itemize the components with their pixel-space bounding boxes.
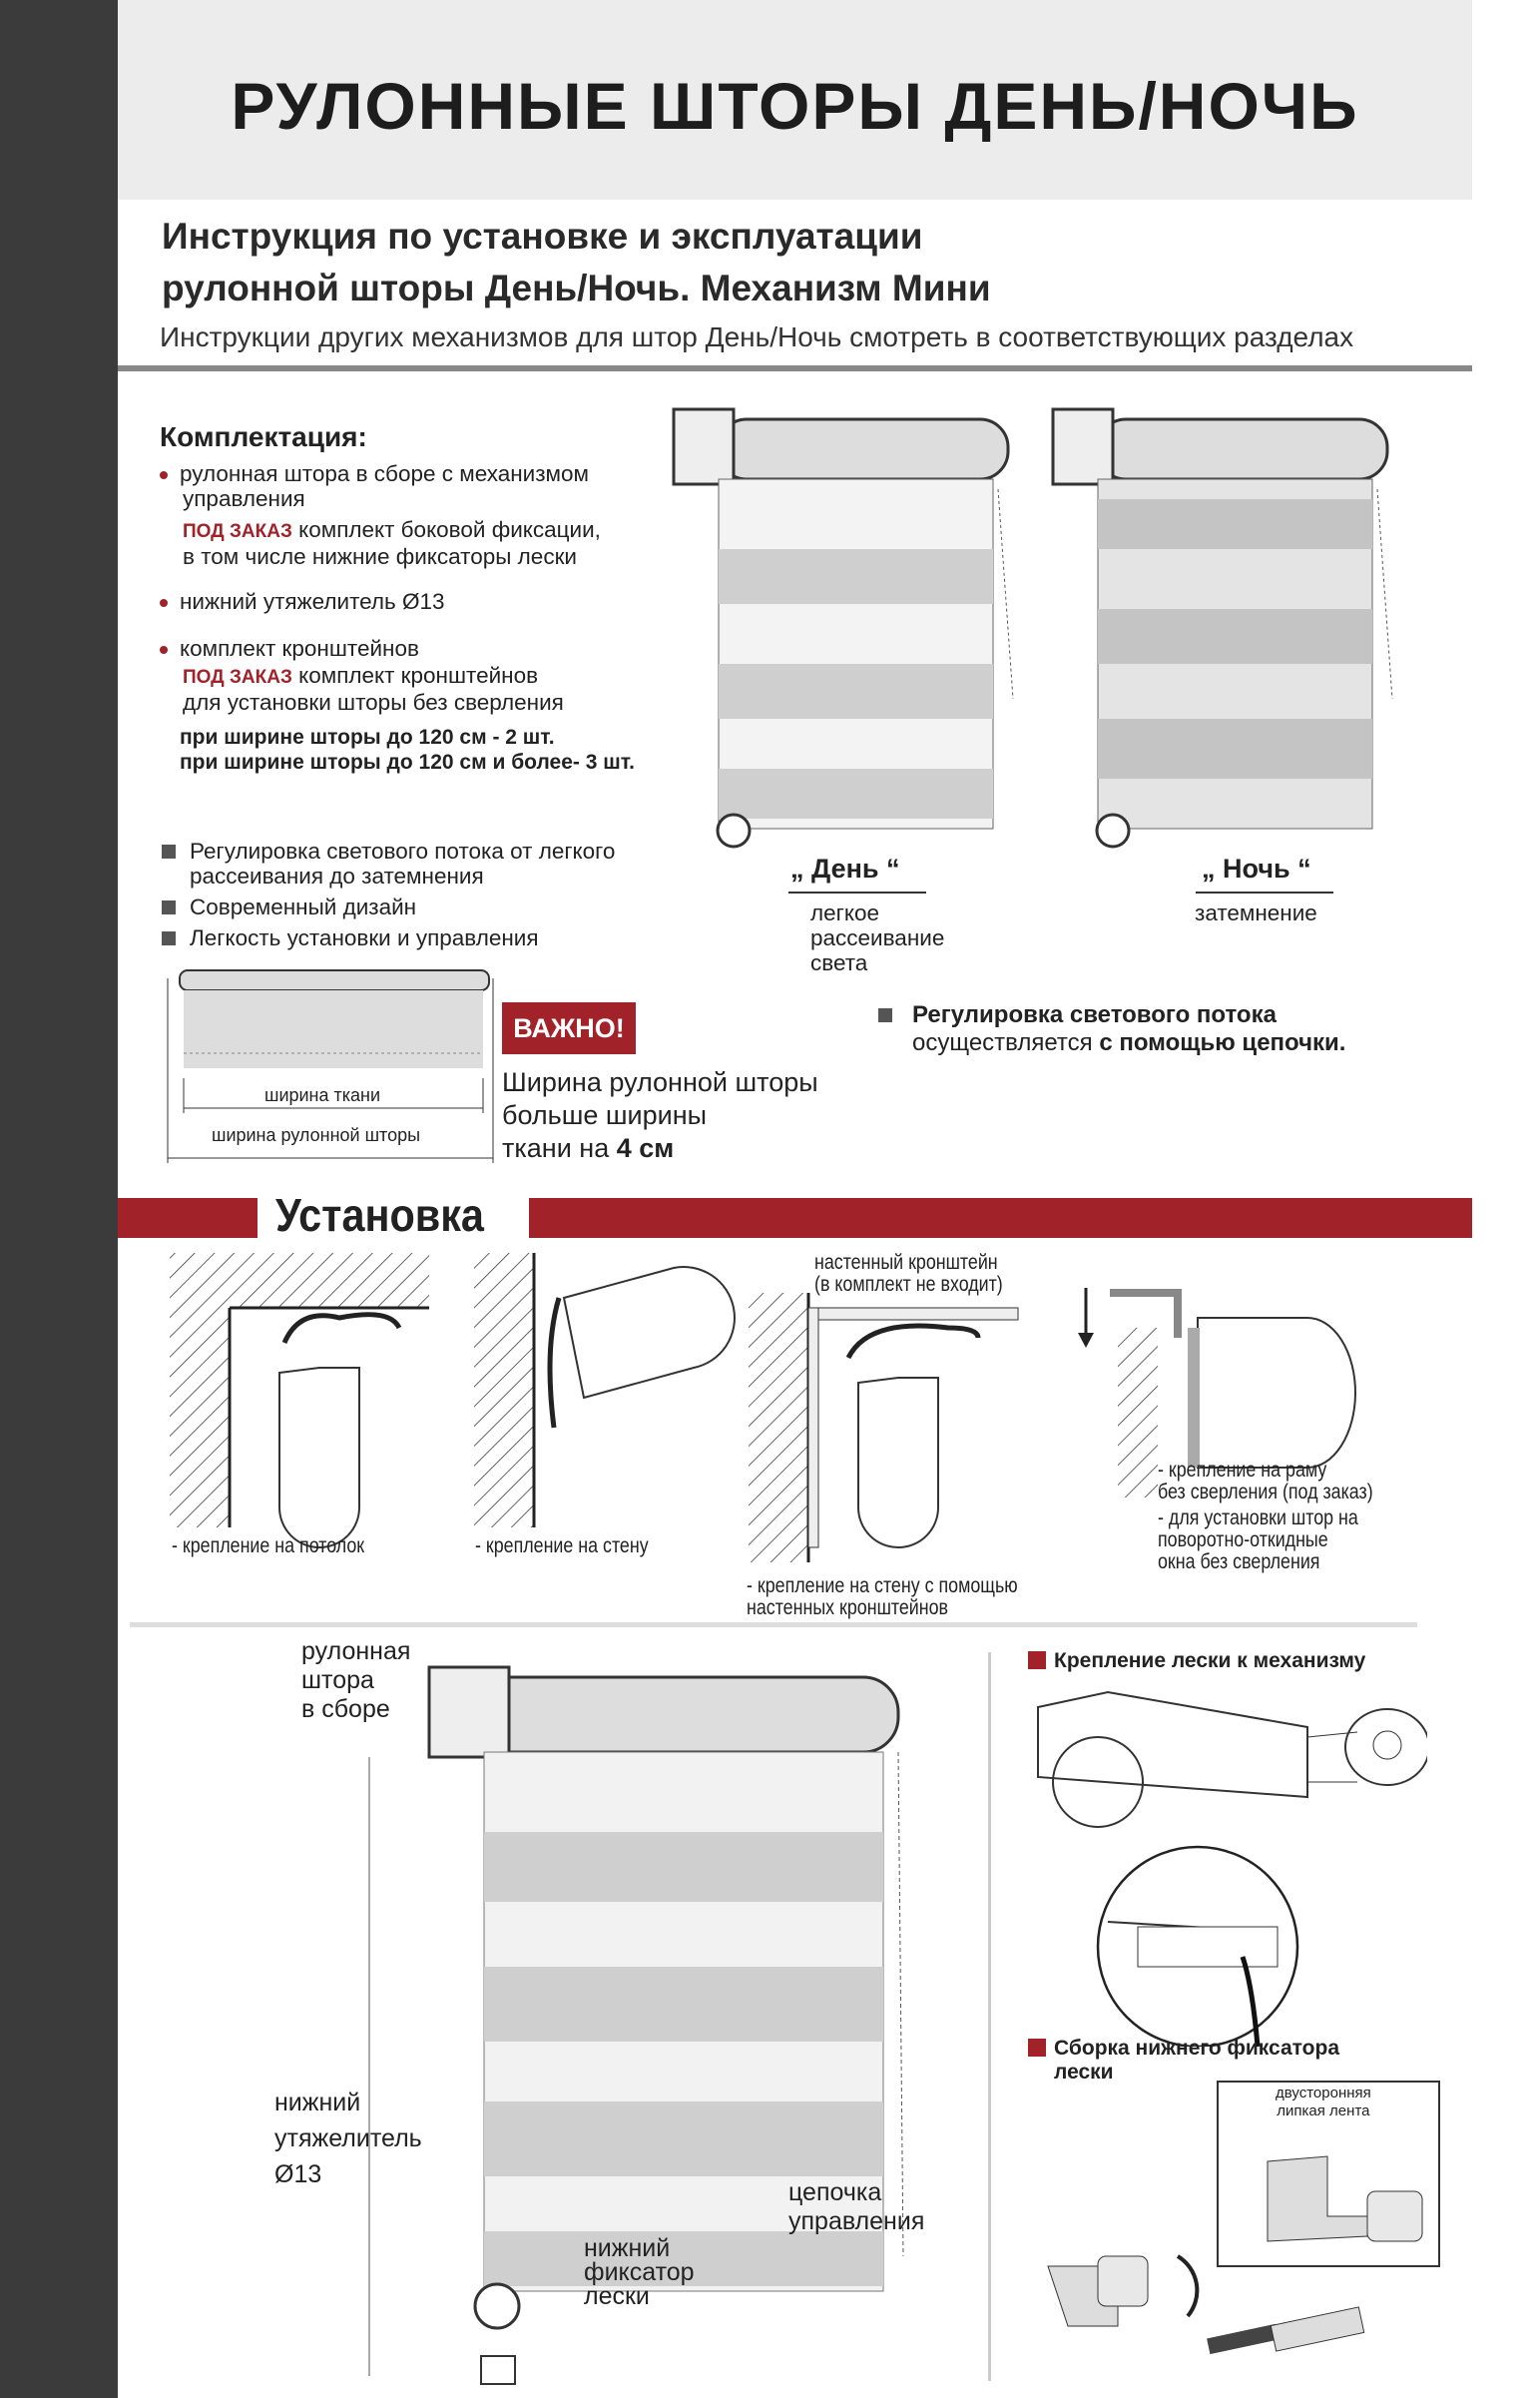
divider bbox=[118, 365, 1472, 371]
subtitle-line1: Инструкция по установке и эксплуатации bbox=[162, 216, 923, 257]
feature: Регулировка светового потока от легкого bbox=[190, 839, 616, 864]
kit-order-item: комплект кронштейнов bbox=[298, 663, 539, 688]
tape-label: двусторонняя липкая лента bbox=[1276, 2085, 1371, 2119]
wall-mount-diagram bbox=[474, 1253, 735, 1527]
red-square-icon bbox=[1028, 2039, 1046, 2057]
night-mode-desc: затемнение bbox=[1195, 900, 1317, 925]
square-bullet-icon bbox=[878, 1008, 892, 1022]
kit-heading: Комплектация: bbox=[160, 421, 367, 452]
underline bbox=[1196, 892, 1333, 894]
blind-width-label: ширина рулонной шторы bbox=[212, 1125, 421, 1145]
wall-mount-caption: - крепление на стену bbox=[475, 1534, 649, 1557]
divider bbox=[130, 1622, 1417, 1627]
bullet-icon bbox=[160, 471, 168, 479]
fabric-width-label: ширина ткани bbox=[264, 1085, 381, 1105]
day-mode-title: „ День “ bbox=[790, 854, 900, 884]
wall-bracket-mount-diagram bbox=[749, 1293, 1018, 1562]
red-square-icon bbox=[1028, 1651, 1046, 1669]
subtitle-line2: рулонной шторы День/Ночь. Механизм Мини bbox=[162, 268, 991, 308]
blind-day-illustration bbox=[674, 409, 1013, 847]
left-sidebar-bar bbox=[0, 0, 118, 2398]
blind-illustrations-day-night bbox=[669, 399, 1447, 859]
bullet-icon bbox=[160, 599, 168, 607]
square-bullet-icon bbox=[162, 900, 176, 914]
kit-order-item-cont: для установки шторы без сверления bbox=[183, 690, 564, 715]
qty-note: при ширине шторы до 120 см - 2 шт. bbox=[180, 726, 555, 749]
day-mode-desc: легкое рассеивание света bbox=[810, 900, 945, 975]
night-mode-title: „ Ночь “ bbox=[1202, 854, 1311, 884]
kit-item: нижний утяжелитель Ø13 bbox=[180, 589, 445, 614]
divider-vertical bbox=[988, 1652, 991, 2381]
bottom-weight-label: нижний утяжелитель Ø13 bbox=[274, 2089, 422, 2188]
fixer-assembly-diagram bbox=[1028, 2077, 1447, 2396]
bottom-fixer-label: нижний фиксатор лески bbox=[584, 2234, 695, 2310]
kit-order-item: комплект боковой фиксации, bbox=[298, 517, 601, 542]
features-list bbox=[162, 839, 615, 950]
line-mount-diagram bbox=[1028, 1687, 1427, 2047]
kit-section bbox=[160, 421, 635, 775]
chain-label: цепочка управления bbox=[788, 2178, 925, 2235]
feature: Легкость установки и управления bbox=[190, 925, 539, 950]
kit-item: комплект кронштейнов bbox=[180, 636, 419, 661]
page-title: РУЛОННЫЕ ШТОРЫ ДЕНЬ/НОЧЬ bbox=[231, 69, 1359, 143]
important-note: Ширина рулонной шторы больше ширины ткани на 4 см bbox=[502, 1067, 818, 1163]
order-badge: ПОД ЗАКАЗ bbox=[183, 667, 292, 688]
ceiling-mount-diagram bbox=[170, 1253, 429, 1547]
square-bullet-icon bbox=[162, 845, 176, 859]
line-mount-heading: Крепление лески к механизму bbox=[1028, 1649, 1365, 1673]
order-badge: ПОД ЗАКАЗ bbox=[183, 521, 292, 542]
install-heading: Установка bbox=[275, 1189, 484, 1241]
kit-order-item-cont: в том числе нижние фиксаторы лески bbox=[183, 544, 577, 569]
frame-mount-caption: - крепление на раму без сверления (под заказ) - для установки штор на поворотно-откидные окна без сверления bbox=[1158, 1459, 1373, 1573]
fixer-assembly-heading: Сборка нижнего фиксатора лески bbox=[1028, 2037, 1339, 2085]
blind-night-illustration bbox=[1053, 409, 1392, 847]
important-badge: ВАЖНО! bbox=[502, 1002, 636, 1054]
feature-cont: рассеивания до затемнения bbox=[190, 864, 484, 889]
kit-item: рулонная штора в сборе с механизмом bbox=[180, 461, 589, 486]
bullet-icon bbox=[160, 646, 168, 654]
regulation-note: Регулировка светового потока осуществляется с помощью цепочки. bbox=[878, 1001, 1345, 1057]
kit-item-cont: управления bbox=[183, 486, 305, 511]
subtitle-note: Инструкции других механизмов для штор День/Ночь смотреть в соответствующих разделах bbox=[160, 321, 1354, 352]
bracket-note: настенный кронштейн (в комплект не входит) bbox=[814, 1251, 1003, 1296]
ceiling-mount-caption: - крепление на потолок bbox=[172, 1534, 365, 1557]
underline bbox=[788, 892, 926, 894]
feature: Современный дизайн bbox=[190, 895, 417, 919]
square-bullet-icon bbox=[162, 931, 176, 945]
assembled-blind-label: рулонная штора в сборе bbox=[301, 1637, 411, 1723]
wall-bracket-caption: - крепление на стену с помощью настенных кронштейнов bbox=[747, 1574, 1018, 1619]
qty-note: при ширине шторы до 120 см и более- 3 шт. bbox=[180, 751, 636, 774]
